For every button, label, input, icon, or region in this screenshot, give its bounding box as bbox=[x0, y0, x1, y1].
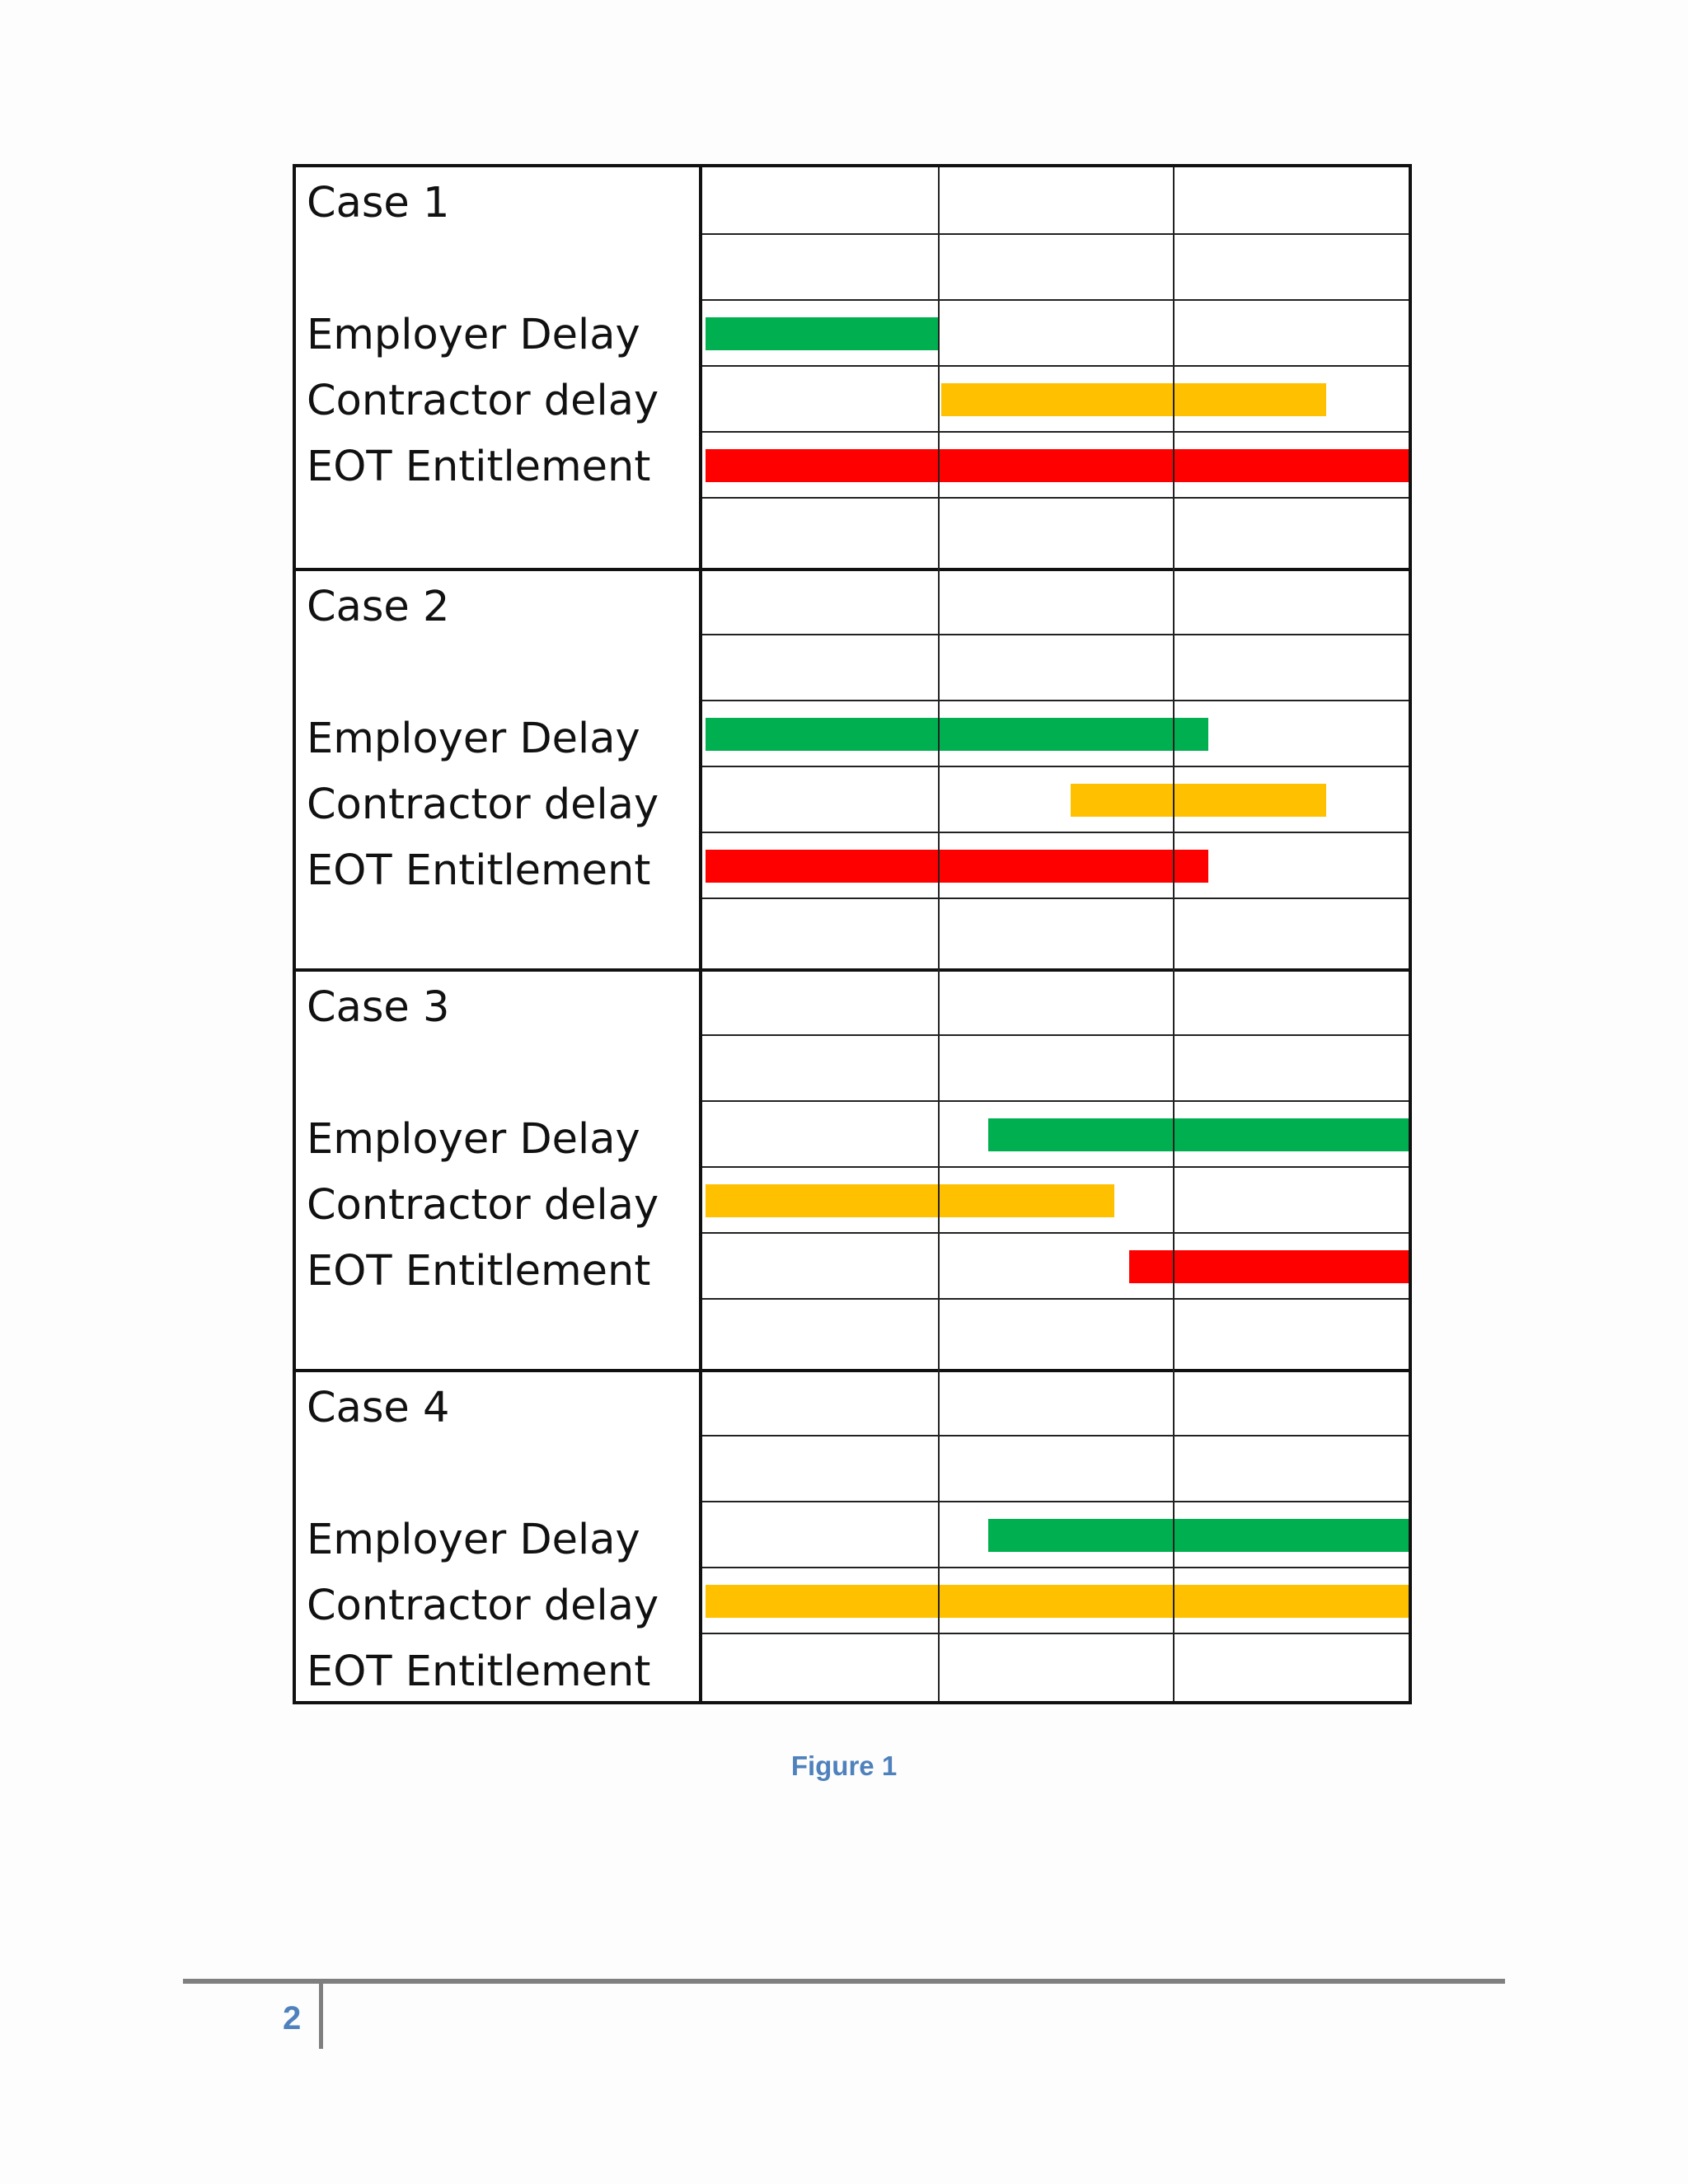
grid-row-line bbox=[702, 1034, 1409, 1036]
grid-row-line bbox=[702, 766, 1409, 767]
case-block bbox=[296, 1369, 699, 1701]
grid-row-line bbox=[702, 1100, 1409, 1102]
grid-row-line bbox=[702, 968, 1409, 972]
grid-row-line bbox=[702, 1567, 1409, 1568]
case-label-column bbox=[296, 167, 702, 1701]
page-number: 2 bbox=[283, 2000, 302, 2036]
case-title: Case 2 bbox=[307, 583, 450, 631]
grid-row-line bbox=[702, 497, 1409, 499]
grid-row-line bbox=[702, 1166, 1409, 1168]
grid-row-line bbox=[702, 700, 1409, 701]
delay-row-label: EOT Entitlement bbox=[307, 846, 651, 895]
delay-row-label: Contractor delay bbox=[307, 1582, 659, 1630]
delay-bar bbox=[988, 1118, 1409, 1151]
delay-bar bbox=[706, 850, 1208, 883]
delay-chart-figure bbox=[293, 164, 1412, 1704]
footer-rule bbox=[183, 1979, 1505, 1984]
grid-row-line bbox=[702, 233, 1409, 235]
delay-row-label: Employer Delay bbox=[307, 715, 640, 763]
delay-row-label: EOT Entitlement bbox=[307, 443, 651, 491]
case-title: Case 3 bbox=[307, 983, 450, 1032]
delay-bar bbox=[1071, 784, 1326, 817]
delay-row-label: Contractor delay bbox=[307, 780, 659, 829]
grid-row-line bbox=[702, 365, 1409, 367]
delay-bar bbox=[706, 718, 1208, 751]
grid-row-line bbox=[702, 431, 1409, 433]
delay-row-label: Contractor delay bbox=[307, 1181, 659, 1230]
timeline-grid bbox=[702, 167, 1409, 1701]
figure-caption: Figure 1 bbox=[790, 1750, 898, 1781]
case-title: Case 1 bbox=[307, 179, 450, 227]
case-block bbox=[296, 968, 699, 1369]
grid-row-line bbox=[702, 1633, 1409, 1634]
delay-row-label: EOT Entitlement bbox=[307, 1247, 651, 1296]
delay-bar bbox=[706, 449, 1409, 482]
grid-column-line bbox=[938, 167, 940, 1701]
page-number-divider bbox=[319, 1984, 323, 2049]
grid-row-line bbox=[702, 299, 1409, 301]
case-block bbox=[296, 568, 699, 968]
delay-row-label: Employer Delay bbox=[307, 311, 640, 359]
grid-row-line bbox=[702, 832, 1409, 833]
delay-row-label: Employer Delay bbox=[307, 1516, 640, 1564]
delay-bar bbox=[706, 1184, 1114, 1217]
delay-bar bbox=[1129, 1250, 1409, 1283]
grid-row-line bbox=[702, 1501, 1409, 1502]
grid-row-line bbox=[702, 898, 1409, 899]
delay-row-label: Employer Delay bbox=[307, 1115, 640, 1164]
grid-column-line bbox=[1173, 167, 1175, 1701]
delay-bar bbox=[706, 1585, 1409, 1618]
grid-row-line bbox=[702, 1369, 1409, 1372]
grid-row-line bbox=[702, 634, 1409, 635]
grid-row-line bbox=[702, 568, 1409, 571]
delay-row-label: EOT Entitlement bbox=[307, 1647, 651, 1696]
delay-bar bbox=[706, 317, 938, 350]
delay-bar bbox=[988, 1519, 1409, 1552]
case-title: Case 4 bbox=[307, 1384, 450, 1432]
delay-row-label: Contractor delay bbox=[307, 377, 659, 425]
grid-row-line bbox=[702, 1435, 1409, 1436]
case-block bbox=[296, 167, 699, 568]
grid-row-line bbox=[702, 1232, 1409, 1234]
delay-bar bbox=[941, 383, 1326, 416]
grid-row-line bbox=[702, 1298, 1409, 1300]
